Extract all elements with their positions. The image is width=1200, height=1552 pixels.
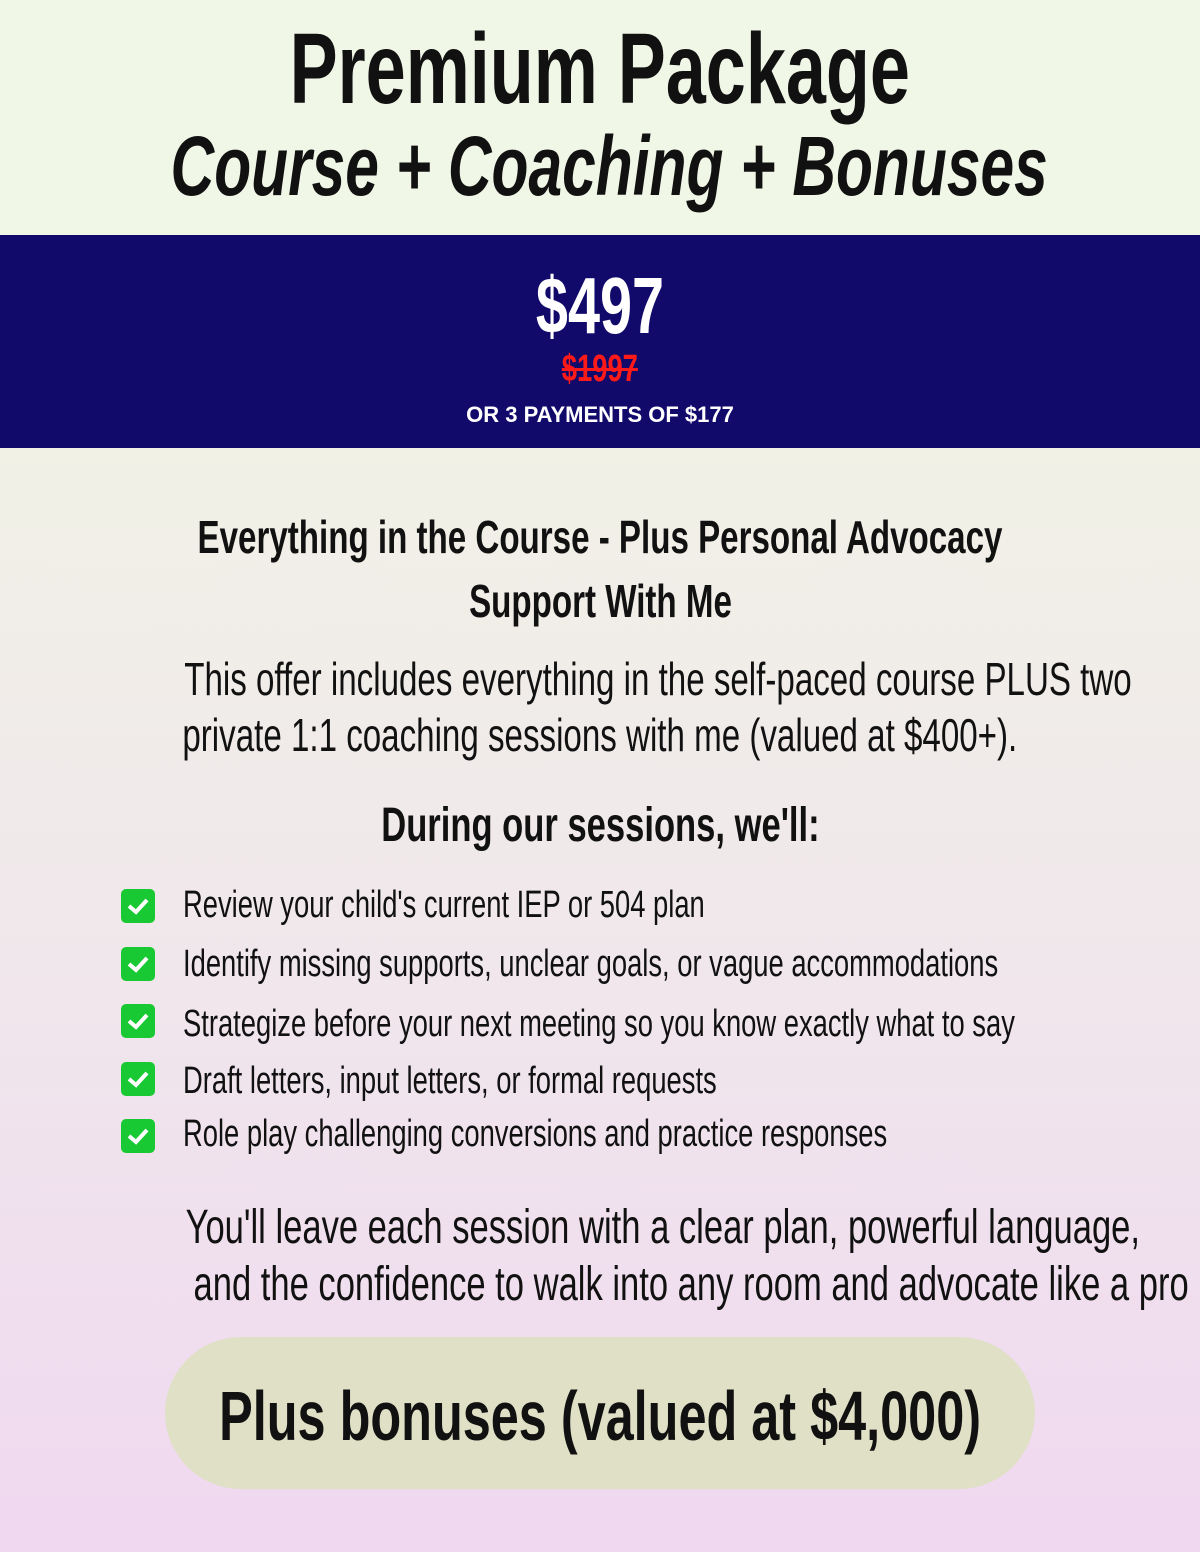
sessions-heading: During our sessions, we'll: [380,799,820,852]
intro-body: This offer includes everything in the self-paced course PLUS two [184,653,1132,705]
page-title: Premium Package [289,13,911,125]
intro-body-2: private 1:1 coaching sessions with me (valued at $400+). [182,709,1018,761]
list-item: Role play challenging conversions and practice responses [183,1113,888,1155]
intro-heading-2: Support With Me [468,575,732,627]
list-item: Identify missing supports, unclear goals, or vague accommodations [183,943,999,985]
closing-text: You'll leave each session with a clear plan, powerful language, [185,1201,1140,1254]
check-icon [121,947,155,981]
closing-text-2: and the confidence to walk into any room and advocate like a pro [193,1258,1189,1311]
check-icon [121,889,155,923]
bonus-label: Plus bonuses (valued at $4,000) [219,1377,981,1455]
original-price: $1997 [561,348,639,390]
list-item: Review your child's current IEP or 504 plan [183,884,705,926]
intro-heading: Everything in the Course - Plus Personal Advocacy [197,511,1003,563]
list-item: Strategize before your next meeting so you know exactly what to say [183,1003,1015,1045]
list-item: Draft letters, input letters, or formal requests [183,1060,717,1102]
installments: OR 3 PAYMENTS OF $177 [466,402,734,427]
check-icon [121,1119,155,1153]
page-subtitle: Course + Coaching + Bonuses [170,119,1048,213]
price: $497 [535,261,665,350]
check-icon [121,1004,155,1038]
check-icon [121,1062,155,1096]
